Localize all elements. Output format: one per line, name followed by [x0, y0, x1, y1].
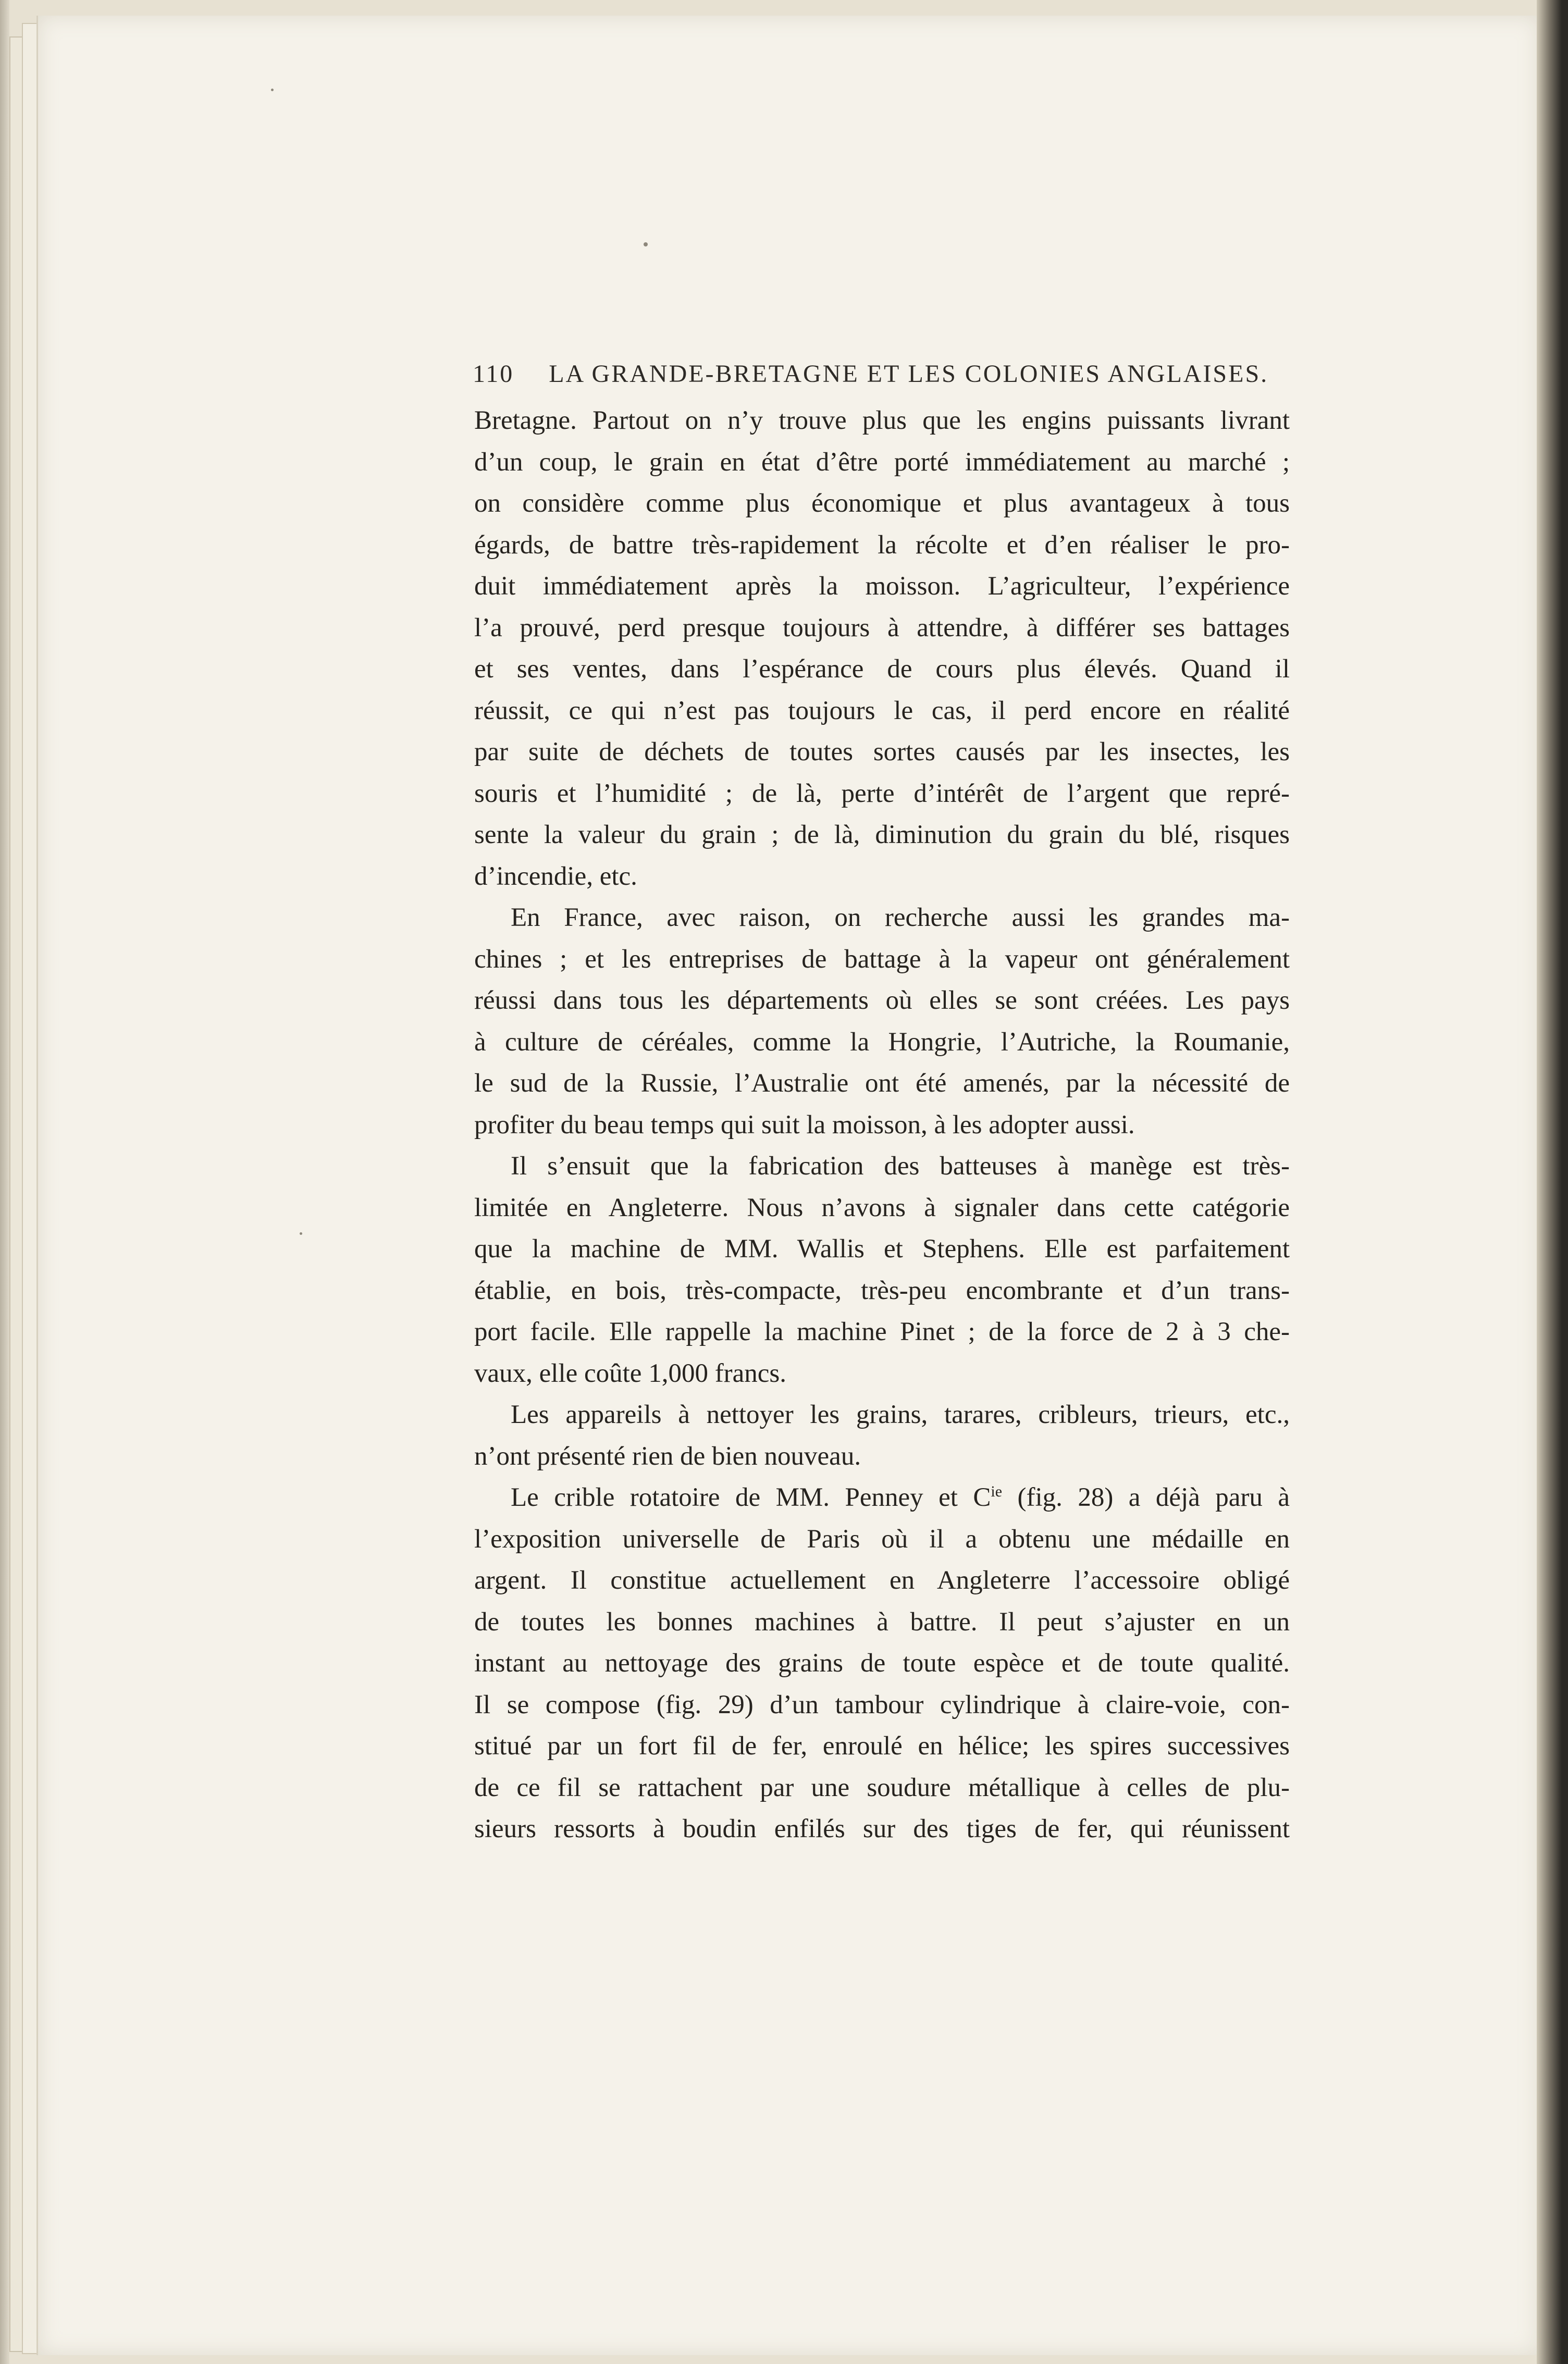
text-line: à culture de céréales, comme la Hongrie, l’Autriche, la Roumanie,: [474, 1027, 1290, 1057]
running-title: LA GRANDE-BRETAGNE ET LES COLONIES ANGLAISES.: [549, 360, 1269, 388]
text-line: par suite de déchets de toutes sortes causés par les insectes, les: [474, 737, 1290, 766]
paper-speck: [644, 242, 648, 246]
running-header: [473, 360, 1306, 388]
text-line: Bretagne. Partout on n’y trouve plus que les engins puissants livrant: [474, 406, 1290, 435]
text-line: l’a prouvé, perd presque toujours à attendre, à différer ses battages: [474, 613, 1290, 642]
text-line: instant au nettoyage des grains de toute espèce et de toute qualité.: [474, 1649, 1290, 1678]
text-line: sieurs ressorts à boudin enfilés sur des tiges de fer, qui réunissent: [474, 1814, 1290, 1843]
text-fragment: (fig. 28) a déjà paru à: [1002, 1483, 1290, 1512]
text-line: le sud de la Russie, l’Australie ont été amenés, par la nécessité de: [474, 1069, 1290, 1098]
text-line: chines ; et les entreprises de battage à la vapeur ont généralement: [474, 944, 1290, 974]
paragraph: [474, 897, 1290, 1146]
text-line: duit immédiatement après la moisson. L’agriculteur, l’expérience: [474, 572, 1290, 601]
text-line: que la machine de MM. Wallis et Stephens. Elle est parfaitement: [474, 1234, 1290, 1264]
text-line: port facile. Elle rappelle la machine Pinet ; de la force de 2 à 3 che-: [474, 1317, 1290, 1346]
text-line: stitué par un fort fil de fer, enroulé en hélice; les spires successives: [474, 1731, 1290, 1761]
text-line: argent. Il constitue actuellement en Angleterre l’accessoire obligé: [474, 1566, 1290, 1595]
text-line: souris et l’humidité ; de là, perte d’intérêt de l’argent que repré-: [474, 778, 1290, 808]
facing-page-edge: [1537, 0, 1568, 2364]
paragraph: [474, 1146, 1290, 1394]
text-line: Il s’ensuit que la fabrication des batteuses à manège est très-: [511, 1152, 1290, 1181]
binding-edge: [0, 0, 9, 2364]
text-line: vaux, elle coûte 1,000 francs.: [474, 1358, 787, 1388]
text-line: réussit, ce qui n’est pas toujours le cas, il perd encore en réalité: [474, 696, 1290, 725]
page-number: 110: [473, 360, 514, 388]
text-line: et ses ventes, dans l’espérance de cours plus élevés. Quand il: [474, 654, 1290, 684]
text-line: de ce fil se rattachent par une soudure métallique à celles de plu-: [474, 1773, 1290, 1802]
text-line: Les appareils à nettoyer les grains, tarares, cribleurs, trieurs, etc.,: [511, 1400, 1290, 1429]
paragraph: [474, 1394, 1290, 1477]
text-line: l’exposition universelle de Paris où il a obtenu une médaille en: [474, 1524, 1290, 1554]
text-line: n’ont présenté rien de bien nouveau.: [474, 1441, 861, 1471]
text-line: Il se compose (fig. 29) d’un tambour cylindrique à claire-voie, con-: [474, 1690, 1290, 1719]
text-line: on considère comme plus économique et plus avantageux à tous: [474, 489, 1290, 518]
body-text: [474, 400, 1290, 1850]
paragraph: [474, 400, 1290, 897]
superscript: ie: [991, 1483, 1003, 1500]
text-line: réussi dans tous les départements où elles se sont créées. Les pays: [474, 986, 1290, 1015]
text-line: d’un coup, le grain en état d’être porté immédiatement au marché ;: [474, 447, 1290, 477]
paragraph: [474, 1477, 1290, 1850]
text-line: limitée en Angleterre. Nous n’avons à signaler dans cette catégorie: [474, 1193, 1290, 1222]
text-line: profiter du beau temps qui suit la moisson, à les adopter aussi.: [474, 1110, 1135, 1140]
text-line: égards, de battre très-rapidement la récolte et d’en réaliser le pro-: [474, 530, 1290, 560]
text-line: [474, 1477, 1290, 1519]
text-line: En France, avec raison, on recherche aussi les grandes ma-: [511, 903, 1290, 932]
text-line: d’incendie, etc.: [474, 861, 637, 891]
text-line: établie, en bois, très-compacte, très-peu encombrante et d’un trans-: [474, 1276, 1290, 1305]
paper-speck: [300, 1232, 302, 1235]
text-line: sente la valeur du grain ; de là, diminution du grain du blé, risques: [474, 820, 1290, 849]
text-line: de toutes les bonnes machines à battre. Il peut s’ajuster en un: [474, 1607, 1290, 1637]
paper-speck: [271, 89, 274, 91]
text-fragment: Le crible rotatoire de MM. Penney et C: [511, 1483, 991, 1512]
